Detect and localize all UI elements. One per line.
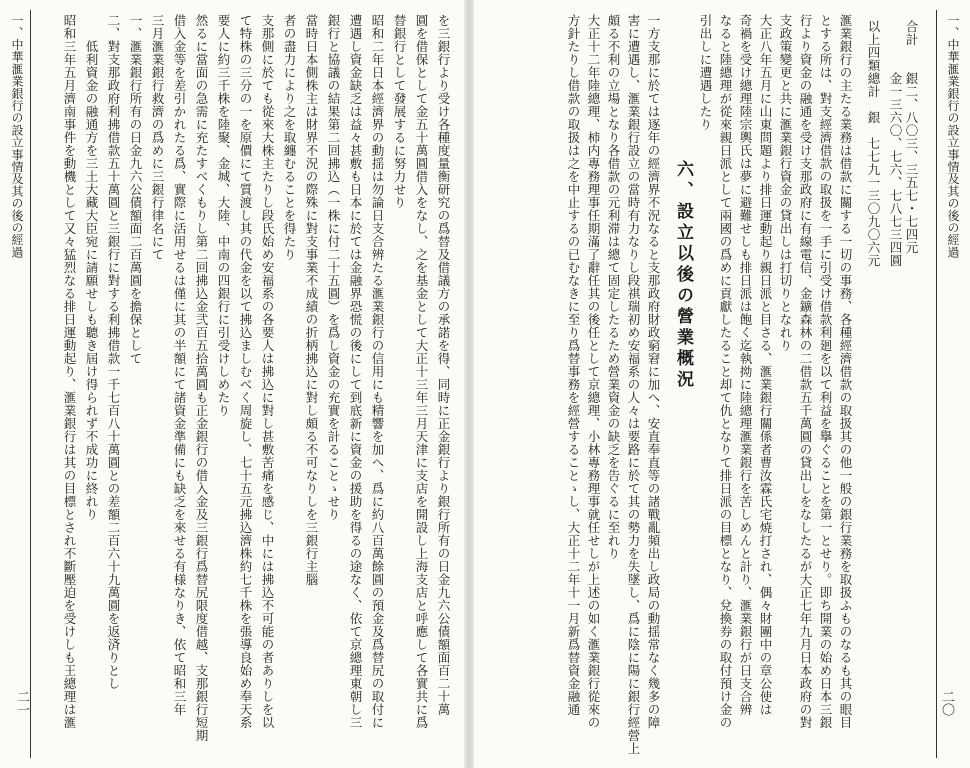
body-bottom-line: 害に遭遇し、滙業銀行設立の當時有力なりし段祺瑞初め安福系の人々は要路に於て其の勢力を失墜し、爲に陰に陽に銀行經營上 <box>626 14 641 755</box>
body-line: 要人に約三千株を陸聚、金城、大陸、中南の四銀行に引受けしめたり <box>216 14 231 417</box>
left-header-rule <box>30 10 31 758</box>
body-line: 然るに當面の急需に充たすべくもりし第二回拂込金弐百五拾萬圓も正金銀行の借入金及三銀行爲替尻限度借越、支那銀行短期 <box>194 14 209 742</box>
body-line: 遭遇し資金缺乏は益々甚敷も日本に於ては金融界恐慌の後にして到底新に資金の援助を得るの途なく、依て京總理東朝し三 <box>348 14 363 729</box>
body-line: て特株の三分の一を原價にて質渡し其の代金を以て拂込ましむべく周旋し、七十五元拂込濟株約七千株を張導良始め奉天系 <box>238 14 253 729</box>
body-line: 昭和三年五月濟南事件を動機として又々猛烈なる排日運動起り、滙業銀行は其の目標とされ不斷壓迫を受けしも王總理は滙 <box>62 14 77 729</box>
right-page-number: 二〇 <box>939 690 954 716</box>
left-page-number: 二一 <box>14 690 29 716</box>
body-line: 替銀行として發展するに努力せり <box>392 14 407 209</box>
right-page <box>470 0 970 768</box>
body-bottom-line: 頗る不利の立場となり各借款の元利滞は總て固定したるため營業資金の缺乏を告ぐるに至れり <box>606 14 621 560</box>
body-bottom-line: 方針たりし借款の取扱は之を中止するの已むなきに至り爲替事務を經營することゝし、大正十二年十一月新爲替資金融通 <box>566 14 581 716</box>
body-line: 三月滙業銀行救濟の爲めに三銀行律名にて <box>150 14 165 261</box>
body-top-line: 行より資金の融通を受け支那政府に有線電信、金鑛森林の二借款五千萬圓の貸出しをなしたるが大正七年九月日本政府の對 <box>798 14 813 729</box>
body-line: 當時日本側株主は財界不況の際殊に對支事業不成績の折柄拂込に對し頗る不可なりしを三銀行主腦 <box>304 14 319 586</box>
body-line: 者の盡力により之を取纏むることを得たり <box>282 14 297 261</box>
body-top-line: 支政策變更と共に滙業銀行資金の貸出しは打切りとなれり <box>778 14 793 352</box>
body-line: 一、滙業銀行所有の日金九六公債額面二百萬圓を擔保として <box>128 14 143 365</box>
left-page <box>0 0 470 768</box>
body-line: 支那側に於ても從來大株主たりし段氏始め安福系の各要人は拂込に對し甚敷苦痛を感じ、中には拂込不可能の者ありしを以 <box>260 14 275 729</box>
body-line: 銀行と協議の結果第二回拂込（一株に付二十五圓）を爲し資金の充實を計ることゝせり <box>326 14 341 521</box>
body-line: 二、對支那政府利拂借款五十萬圓と三銀行に對する利拂借款一千七百八十萬圓との差額二百六十九萬圓を返済りとし <box>106 14 121 690</box>
body-line: 昭和二年日本經濟界の動揺は勿論日支合辨たる滙業銀行の信用にも精響を加へ、爲に約八百萬餘圓の預金及爲替尻の取付に <box>370 14 385 729</box>
right-running-head: 一、中華滙業銀行の設立事情及其の後の經過 <box>946 14 960 258</box>
right-header-rule <box>936 10 937 758</box>
body-line: 低利資金の融通方を三土大藏大臣宛に請願せしも聽き屆け得られず不成功に終れり <box>84 14 99 521</box>
totals-line-1: 合計 銀二、八〇三、三五七・七四元 <box>904 20 919 254</box>
body-bottom-line: 大正十二年陸總理、柿内專務理事任期滿了辭任其の後任として京總理、小林專務理事就任せしが上述の如く滙業銀行從來の <box>586 14 601 729</box>
body-top-line: 引出しに遭遇したり <box>698 14 713 131</box>
body-top-line: 滙業銀行の主たる業務は借款に關する一切の事務、各種經濟借款の取扱其の他一般の銀行業務を取扱ふものなるも其の眼目 <box>838 14 853 729</box>
section-title: 六、設立以後の營業概況 <box>673 160 693 391</box>
body-top-line: 大正八年五月に山東問題より排日運動起り親日派と目さる、滙業銀行關係者曹汝霖氏宅焼打され、偶々財團中の章公使は <box>758 14 773 716</box>
body-line: 借入金等を差引かれたる爲、實際に活用せるは僅に其の半額にて諸資金準備にも缺乏を來せる有様なりき、依て昭和三年 <box>172 14 187 716</box>
body-bottom-line: 一方支那に於ては逐年の經濟界不況なると支那政府財政窮窘に加へ、安直奉直等の諸戰亂頻出し政局の動揺常なく幾多の障 <box>646 14 661 729</box>
left-running-head: 一、中華滙業銀行の設立事情及其の後の經過 <box>10 14 24 258</box>
body-top-line: 奇禍を受け總理陸宗輿氏は夢に避難せしも排日派は飽く迄執拗に陸總理滙業銀行を苦しめんと計り、滙業銀行が日支合辨 <box>738 14 753 716</box>
totals-line-2: 金一三六〇、七六、七八七三四圓 <box>888 20 903 267</box>
totals-line-3: 以上四類總計 銀 七七九一三〇九〇六元 <box>866 20 881 267</box>
body-top-line: なると陸總理が從來親日派として兩國の爲めに貢獻したること却て仇となりて排日派の目標となり、兌換券の取付預け金の <box>718 14 733 729</box>
body-top-line: とする所は、對支經濟借款の取扱を一手に引受け借款利廻を以て利益を擧ぐることを第一とせり。即ち開業の始め日本三銀 <box>818 14 833 729</box>
body-line: を三銀行より受け各種度量衡研究の爲替及借議方の承諾を得、同時に正金銀行より銀行所有の日金九六公債額面百二十萬 <box>436 14 451 716</box>
body-line: 圓を借保として金五十萬圓借入をなし、之を基金として大正十三年三月天津に支店を開設し上海支店と呼應して各實共に爲 <box>414 14 429 729</box>
